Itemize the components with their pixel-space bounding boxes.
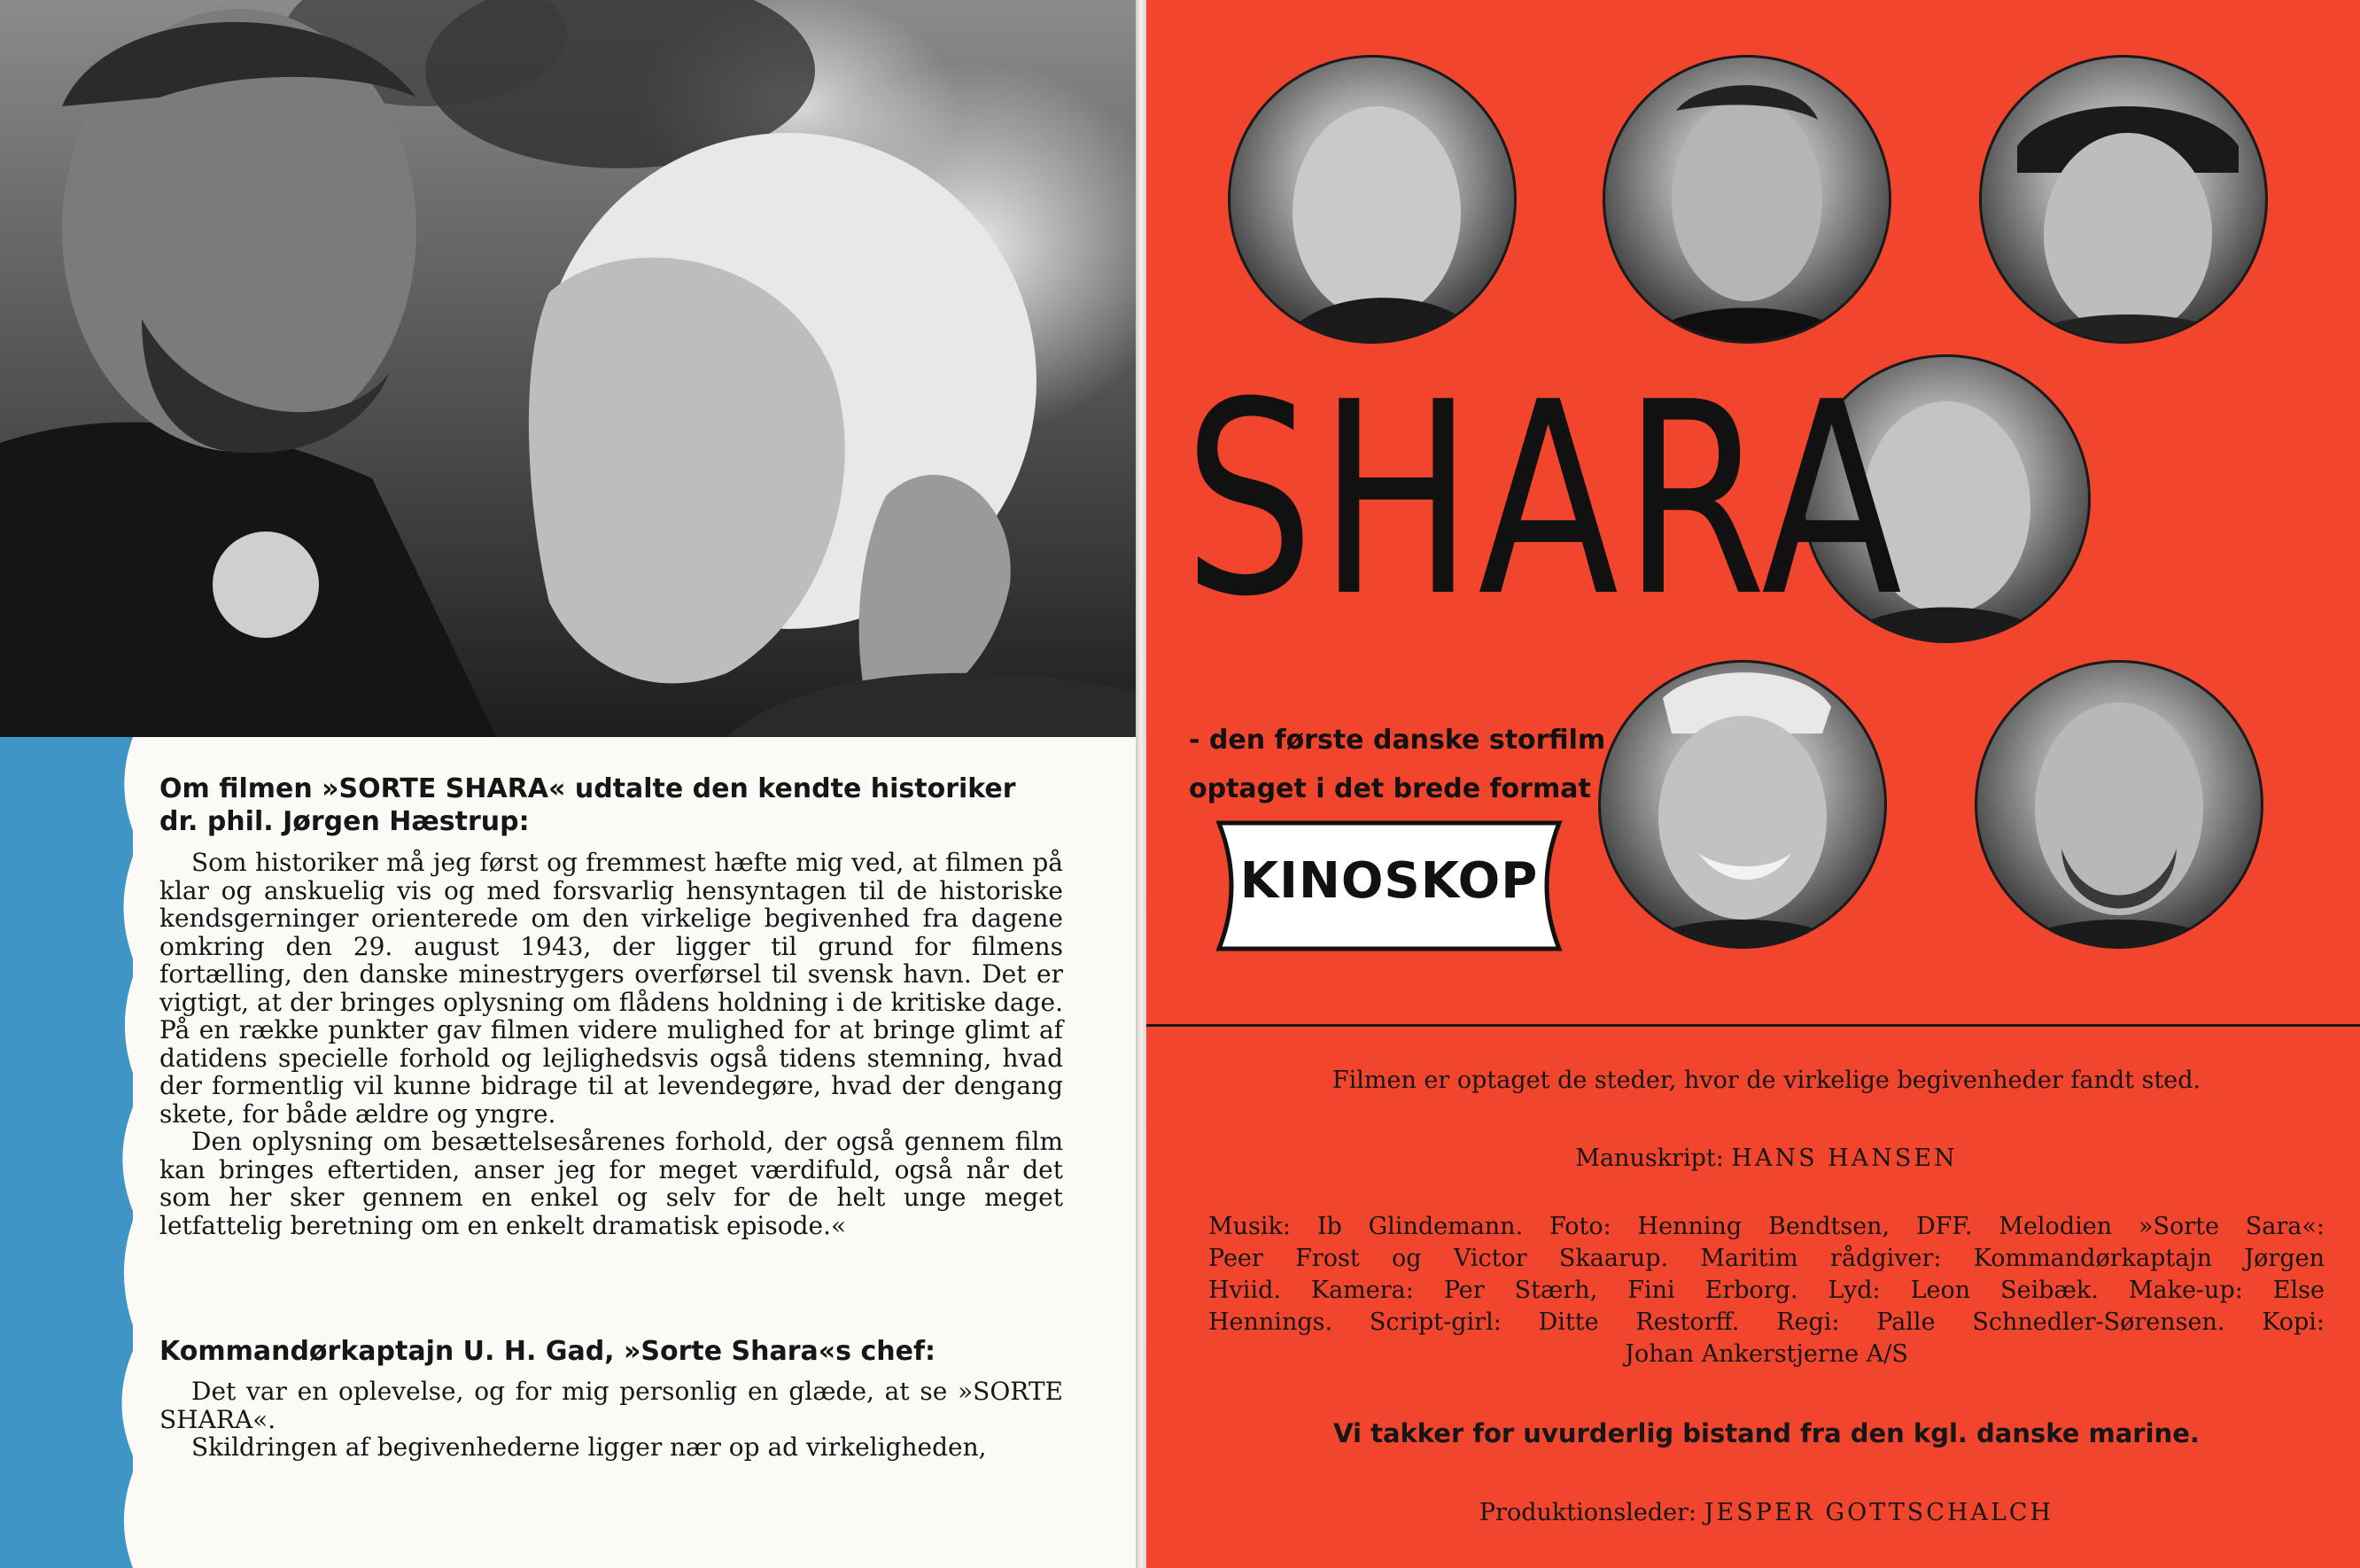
scalloped-edge [105, 737, 158, 1568]
producer-label: Produktionsleder: [1479, 1499, 1697, 1526]
credits-line-2: Peer Frost og Victor Skaarup. Maritim rådgiver: Kommandørkaptajn Jørgen [1208, 1245, 2325, 1272]
thanks-line: Vi takker for uvurderlig bistand fra den kgl. danske marine. [1333, 1418, 2200, 1448]
heading-historian [159, 772, 1063, 838]
credits-line-1: Musik: Ib Glindemann. Foto: Henning Bendtsen, DFF. Melodien »Sorte Sara«: [1208, 1213, 2325, 1240]
historian-quote [159, 849, 1063, 1239]
location-line: Filmen er optaget de steder, hvor de virkelige begivenheder fandt sted. [1331, 1067, 2201, 1094]
actor-portrait-3 [1979, 55, 2268, 344]
historian-paragraph-2: Den oplysning om besættelsesårenes forhold, der også gennem film kan bringes eftertiden, anser jeg for meget værdifuld, også når det som her sker gennem en enkel og selv for de helt unge meget letfattelig beretning om en enkelt dramatisk episode.« [159, 1127, 1063, 1240]
subtitle-line1: - den første danske storfilm [1189, 725, 1606, 756]
section-divider [1146, 1024, 2360, 1027]
film-still-photo [0, 0, 1136, 737]
subtitle-line2: optaget i det brede format [1189, 773, 1591, 804]
credits-line-5: Johan Ankerstjerne A/S [1625, 1340, 1908, 1368]
credits-line-3: Hviid. Kamera: Per Stærh, Fini Erborg. Lyd: Leon Seibæk. Make-up: Else [1208, 1277, 2325, 1304]
manuscript-label: Manuskript: [1575, 1145, 1724, 1172]
film-title: SHARA [1184, 345, 1907, 655]
producer-name: JESPER GOTTSCHALCH [1704, 1499, 2054, 1526]
actor-portrait-2 [1603, 55, 1891, 344]
left-page [0, 0, 1136, 1568]
manuscript-name: HANS HANSEN [1731, 1145, 1958, 1172]
commander-quote [159, 1378, 1063, 1462]
film-still-illustration [0, 0, 1136, 737]
credits-line-4: Hennings. Script-girl: Ditte Restorff. Regi: Palle Schnedler-Sørensen. Kopi: [1208, 1308, 2325, 1336]
booklet-spine [1136, 0, 1146, 1568]
right-page [1146, 0, 2360, 1568]
heading-historian-line2: dr. phil. Jørgen Hæstrup: [159, 806, 530, 837]
actor-portrait-1 [1228, 55, 1517, 344]
historian-paragraph-1: Som historiker må jeg først og fremmest hæfte mig ved, at filmen på klar og anskuelig vis og med forsvarlig hensyntagen til de historiske kendsgerninger orienterede om den virkelige begivenhed fra dagene omkring den 29. august 1943, der ligger til grund for filmens fortælling, den danske minestrygers overførsel til svensk havn. Det er vigtigt, at der bringes oplysning om flådens holdning i de kritiske dage. På en række punkter gav filmen videre mulighed for at bringe glimt af datidens specielle forhold og lejlighedsvis også tidens stemning, hvad der formentlig vil kunne bidrage til at levendegøre, hvad der dengang skete, for både ældre og yngre. [159, 848, 1063, 1129]
actor-portrait-5 [1598, 660, 1887, 949]
commander-paragraph-1: Det var en oplevelse, og for mig personlig en glæde, at se »SORTE SHARA«. [159, 1377, 1063, 1434]
kinoskop-logo-text: KINOSKOP [1239, 852, 1539, 910]
actor-portrait-6 [1975, 660, 2263, 949]
heading-commander: Kommandørkaptajn U. H. Gad, »Sorte Shara«s chef: [159, 1336, 935, 1367]
manuscript-credit [1208, 1143, 2325, 1175]
commander-paragraph-2: Skildringen af begivenhederne ligger nær op ad virkeligheden, [191, 1432, 987, 1462]
heading-historian-line1: Om filmen »SORTE SHARA« udtalte den kendte historiker [159, 773, 1016, 804]
producer-credit [1208, 1497, 2325, 1529]
